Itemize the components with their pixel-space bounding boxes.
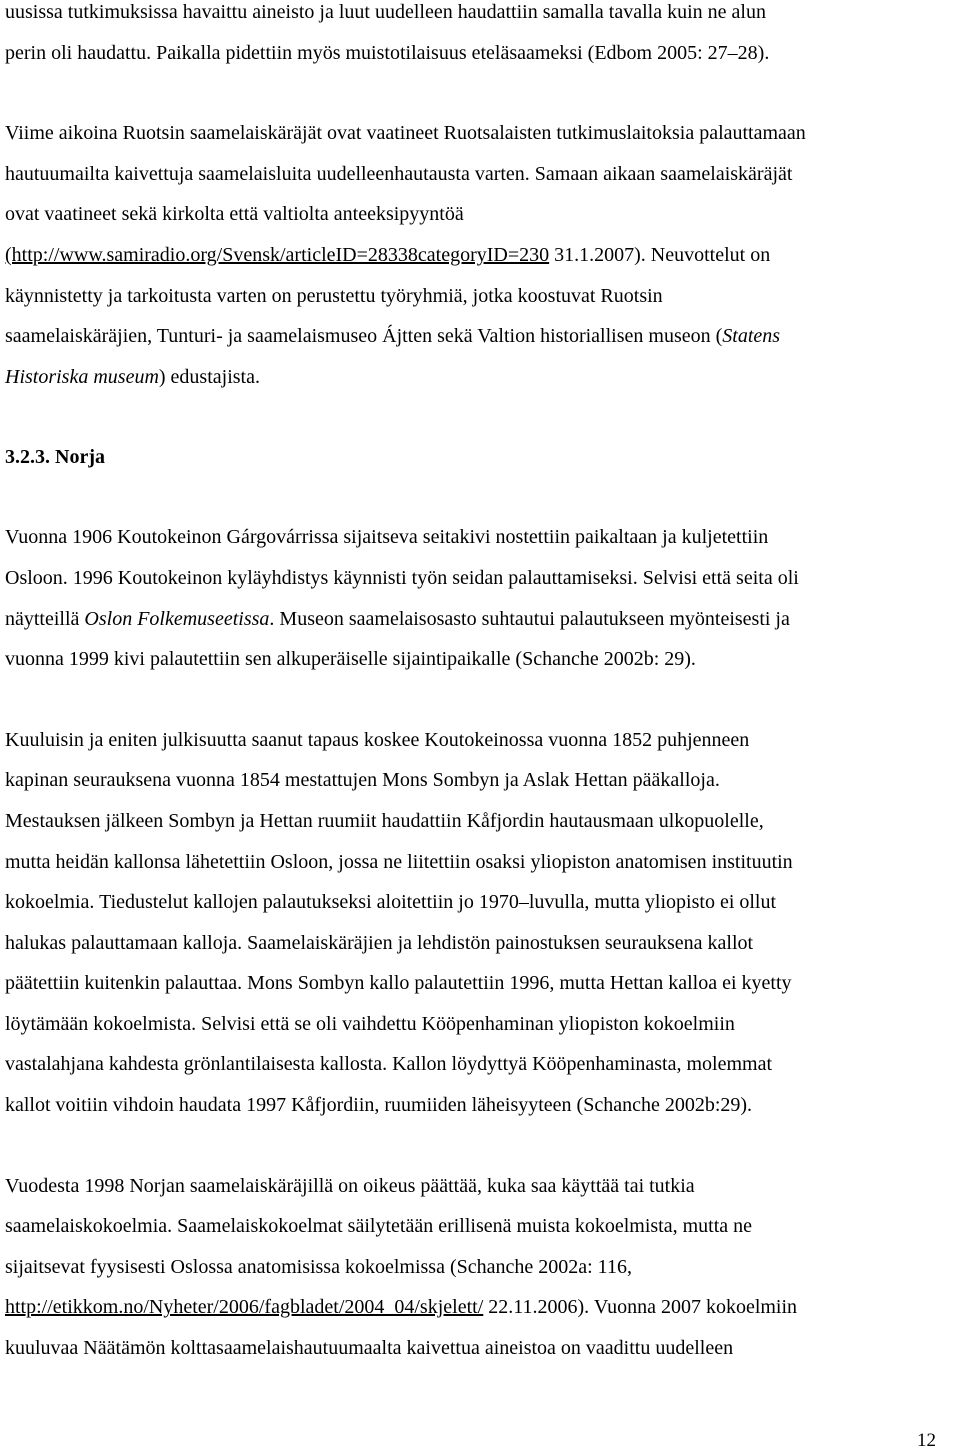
text-line: halukas palauttamaan kalloja. Saamelaiskäräjien ja lehdistön painostuksen seurauksena kallot [5,931,754,954]
italic-term: Historiska museum [5,365,159,388]
text-fragment: saamelaiskäräjien, Tunturi- ja saamelaismuseo Ájtten sekä Valtion historiallisen museon ( [5,325,723,348]
text-line [5,316,955,357]
text-line: kallot voitiin vihdoin haudata 1997 Kåfjordiin, ruumiiden läheisyyteen (Schanche 2002b:29). [5,1094,753,1117]
page-number: 12 [917,1430,936,1451]
italic-term: Statens [722,325,781,348]
text-line: saamelaiskokoelmia. Saamelaiskokoelmat säilytetään erillisenä muista kokoelmista, mutta ne [5,1215,753,1238]
section-heading: 3.2.3. Norja [5,446,105,469]
text-line: Mestauksen jälkeen Sombyn ja Hettan ruumiit haudattiin Kåfjordin hautausmaan ulkopuolelle, [5,809,764,832]
text-line: Osloon. 1996 Koutokeinon kyläyhdistys käynnisti työn seidan palauttamiseksi. Selvisi että seita oli [5,566,799,589]
text-line: Vuodesta 1998 Norjan saamelaiskäräjillä on oikeus päättää, kuka saa käyttää tai tutkia [5,1174,695,1197]
text-line: käynnistetty ja tarkoitusta varten on perustettu työryhmiä, jotka koostuvat Ruotsin [5,284,663,307]
text-line [5,357,955,398]
text-line [5,1287,955,1328]
text-line: kapinan seurauksena vuonna 1854 mestattujen Mons Sombyn ja Aslak Hettan pääkalloja. [5,769,720,792]
text-line: uusissa tutkimuksissa havaittu aineisto ja luut uudelleen haudattiin samalla tavalla kuin ne alun [5,1,766,23]
samiradio-link[interactable]: (http://www.samiradio.org/Svensk/articleID=28338categoryID=230 [5,243,550,266]
text-fragment: 22.11.2006). Vuonna 2007 kokoelmiin [483,1296,798,1319]
text-fragment: ) edustajista. [158,365,260,388]
paragraph-continuation [5,0,955,73]
paragraph-sweden-repatriation [5,113,955,397]
text-line: ovat vaatineet sekä kirkolta että valtiolta anteeksipyyntöä [5,203,464,226]
text-line: vastalahjana kahdesta grönlantilaisesta kallosta. Kallon löydyttyä Kööpenhaminasta, molemmat [5,1053,773,1076]
paragraph-collections [5,1166,955,1369]
text-line: kokoelmia. Tiedustelut kallojen palautukseksi aloitettiin jo 1970–luvulla, mutta yliopisto ei ollut [5,891,777,914]
etikkom-link[interactable]: http://etikkom.no/Nyheter/2006/fagbladet/2004_04/skjelett/ [5,1296,484,1319]
document-page [5,0,955,1369]
text-line: mutta heidän kallonsa lähetettiin Osloon, jossa ne liitettiin osaksi yliopiston anatomisen instituutin [5,850,793,873]
text-fragment: näytteillä [5,607,85,630]
text-line: hautuumailta kaivettuja saamelaisluita uudelleenhautausta varten. Samaan aikaan saamelaiskäräjät [5,162,793,185]
paragraph-seitakivi [5,517,955,679]
text-line: löytämään kokoelmista. Selvisi että se oli vaihdettu Kööpenhaminan yliopiston kokoelmiin [5,1012,735,1035]
text-line [5,235,955,276]
text-fragment: . Museon saamelaisosasto suhtautui palautukseen myönteisesti ja [269,607,790,630]
text-line: vuonna 1999 kivi palautettiin sen alkuperäiselle sijaintipaikalle (Schanche 2002b: 29). [5,648,696,671]
text-line: Kuuluisin ja eniten julkisuutta saanut tapaus koskee Koutokeinossa vuonna 1852 puhjenneen [5,728,750,751]
text-fragment: 31.1.2007). Neuvottelut on [549,243,771,266]
text-line: Vuonna 1906 Koutokeinon Gárgovárrissa sijaitseva seitakivi nostettiin paikaltaan ja kuljetettiin [5,526,769,549]
text-line: sijaitsevat fyysisesti Oslossa anatomisissa kokoelmissa (Schanche 2002a: 116, [5,1255,632,1278]
text-line: Viime aikoina Ruotsin saamelaiskäräjät ovat vaatineet Ruotsalaisten tutkimuslaitoksia palauttamaan [5,122,806,145]
italic-term: Oslon Folkemuseetissa [84,607,270,630]
text-line [5,599,955,640]
text-line: kuuluvaa Näätämön kolttasaamelaishautuumaalta kaivettua aineistoa on vaadittu uudelleen [5,1337,734,1360]
text-line: perin oli haudattu. Paikalla pidettiin myös muistotilaisuus eteläsaameksi (Edbom 2005: 27–28). [5,41,770,64]
text-line: päätettiin kuitenkin palauttaa. Mons Sombyn kallo palautettiin 1996, mutta Hettan kalloa ei kyetty [5,972,792,995]
paragraph-skulls [5,720,955,1126]
